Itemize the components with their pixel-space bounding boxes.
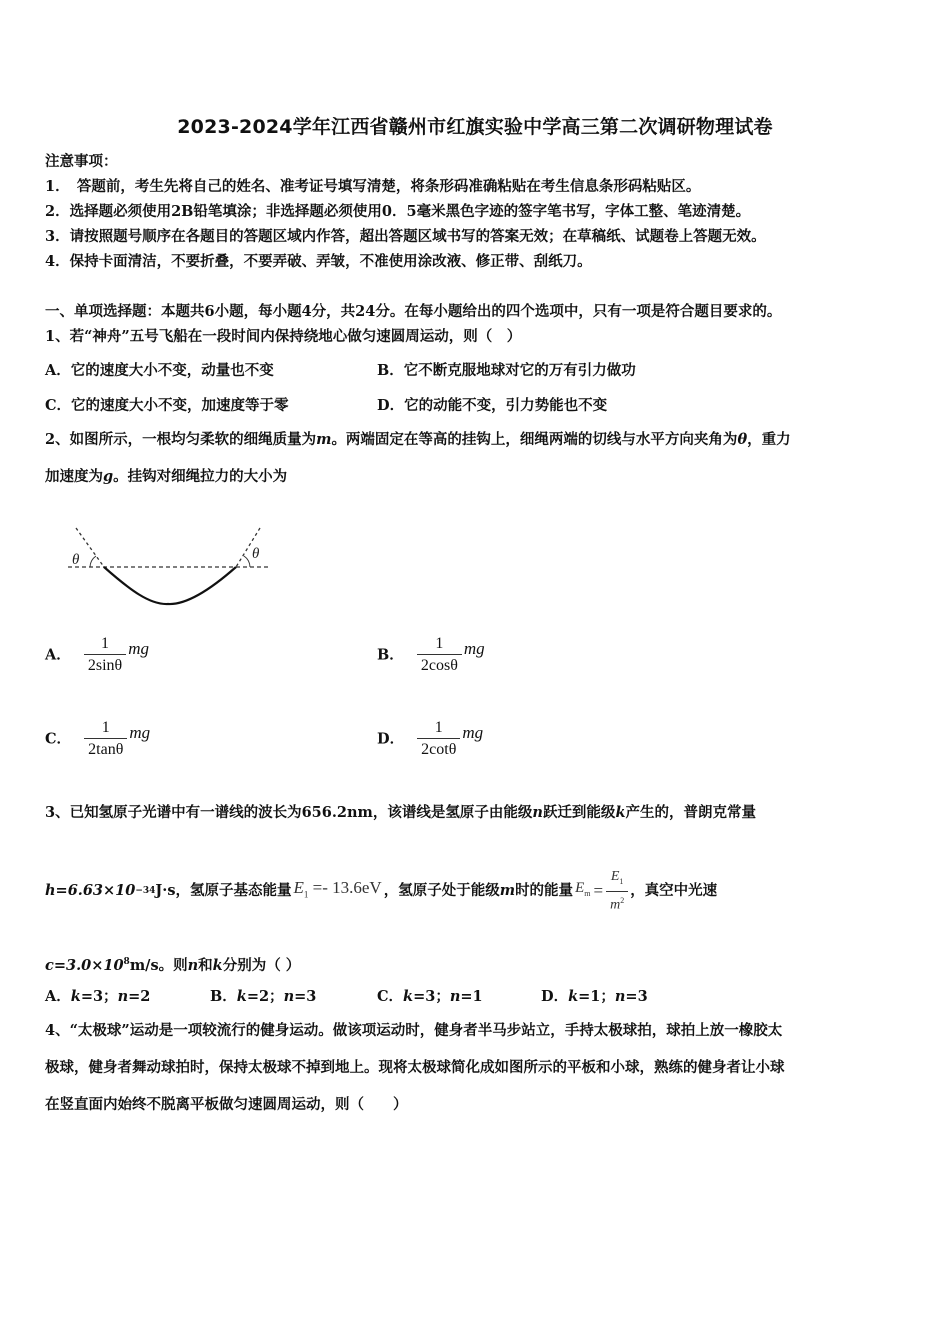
option-label: D． — [541, 988, 569, 1005]
numerator — [606, 868, 628, 891]
question-2-stem — [45, 430, 791, 450]
left-tangent-line — [76, 528, 104, 567]
option-label: D． — [377, 730, 405, 748]
q2-option-a — [45, 634, 149, 677]
mg-term: mg — [462, 723, 484, 742]
notice-item: 2．选择题必须使用2B铅笔填涂；非选择题必须使用0．5毫米黑色字迹的签字笔书写，字体工整、笔迹清楚。 — [45, 203, 751, 220]
question-1-stem: 1、若“神舟”五号飞船在一段时间内保持绕地心做匀速圆周运动，则（ ） — [45, 328, 522, 345]
q3-h-exponent: −34 — [135, 886, 156, 896]
option-label: A． — [45, 988, 71, 1005]
denominator: 2cosθ — [417, 654, 462, 677]
option-text: =3； — [80, 988, 118, 1005]
option-text: =3 — [294, 988, 317, 1005]
mg-term: mg — [128, 639, 149, 658]
right-angle-arc — [244, 556, 250, 567]
q3-var-k: k — [212, 956, 223, 974]
numerator: 1 — [435, 635, 444, 652]
option-var: n — [614, 988, 626, 1005]
q3-stem-part: ，真空中光速 — [630, 882, 718, 899]
rope-curve — [104, 567, 236, 604]
q3-stem-part: 分别为（ ） — [222, 956, 301, 974]
q3-em-num-subscript: 1 — [619, 876, 624, 886]
right-theta-label: θ — [252, 546, 260, 562]
q3-var-k: k — [615, 804, 626, 821]
question-2-stem-line2 — [45, 467, 287, 487]
fraction — [84, 634, 126, 677]
q2-option-d — [377, 718, 483, 761]
q3-var-n: n — [187, 956, 199, 974]
q3-c-unit: m/s。则 — [129, 956, 188, 974]
q1-option-b: B．它不断克服地球对它的万有引力做功 — [377, 362, 636, 379]
q2-option-c — [45, 718, 150, 761]
q1-option-a: A．它的速度大小不变，动量也不变 — [45, 362, 274, 379]
option-text: =1； — [578, 988, 615, 1005]
left-angle-arc — [90, 556, 96, 567]
q1-option-c: C．它的速度大小不变，加速度等于零 — [45, 397, 289, 414]
q3-option-c — [377, 987, 483, 1007]
q3-em-fraction — [606, 868, 628, 914]
q3-var-n: n — [532, 804, 543, 821]
section-heading: 一、单项选择题：本题共6小题，每小题4分，共24分。在每小题给出的四个选项中，只有一项是符合题目要求的。 — [45, 303, 782, 320]
denominator: 2sinθ — [84, 654, 126, 677]
q2-var-g: g — [103, 468, 114, 485]
option-label: B． — [377, 646, 404, 664]
q3-e1-value: =- 13.6eV — [312, 877, 382, 897]
q2-stem-part: 。挂钩对细绳拉力的大小为 — [113, 468, 288, 485]
denominator: 2tanθ — [84, 738, 127, 761]
question-4-stem-line2: 极球，健身者舞动球拍时，保持太极球不掉到地上。现将太极球简化成如图所示的平板和小球，熟练的健身者让小球 — [45, 1059, 785, 1076]
option-text: =2 — [128, 988, 151, 1005]
option-var: k — [70, 988, 81, 1005]
q2-stem-part: 加速度为 — [45, 468, 103, 485]
question-3-stem — [45, 803, 756, 823]
fraction — [417, 718, 460, 761]
q2-stem-part: 。两端固定在等高的挂钩上，细绳两端的切线与水平方向夹角为 — [331, 431, 738, 448]
q3-em-symbol: E — [575, 879, 585, 896]
numerator: 1 — [101, 635, 110, 652]
q3-h-unit: J·s，氢原子基态能量 — [155, 882, 292, 899]
q3-em-subscript: m — [584, 888, 591, 898]
numerator: 1 — [434, 719, 443, 736]
notice-item: 1． 答题前，考生先将自己的姓名、准考证号填写清楚，将条形码准确粘贴在考生信息条形码粘贴区。 — [45, 178, 701, 195]
q3-em-den-symbol: m — [610, 897, 621, 913]
fraction — [84, 718, 127, 761]
rope-figure — [60, 520, 280, 615]
q3-e1-formula — [294, 878, 382, 904]
q3-h-text: h=6.63×10 — [45, 882, 136, 899]
q2-stem-part: ，重力 — [747, 431, 791, 448]
q3-e1-symbol: E — [293, 877, 304, 897]
numerator: 1 — [101, 719, 110, 736]
q3-em-formula — [575, 868, 628, 914]
notice-item: 4．保持卡面清洁，不要折叠，不要弄破、弄皱，不准使用涂改液、修正带、刮纸刀。 — [45, 253, 592, 270]
left-theta-label: θ — [72, 552, 80, 568]
q2-stem-part: 2、如图所示，一根均匀柔软的细绳质量为 — [45, 431, 317, 448]
q3-em-equals: = — [593, 880, 604, 900]
notice-heading: 注意事项： — [45, 153, 118, 170]
option-text: =2； — [246, 988, 284, 1005]
option-var: n — [449, 988, 461, 1005]
q3-em-lhs — [575, 878, 590, 904]
option-var: n — [117, 988, 129, 1005]
q3-e1-subscript: 1 — [303, 889, 309, 900]
option-var: k — [403, 988, 414, 1005]
page-title: 2023-2024学年江西省赣州市红旗实验中学高三第二次调研物理试卷 — [177, 116, 773, 138]
option-var: k — [236, 988, 247, 1005]
mg-term: mg — [129, 723, 151, 742]
question-4-stem-line3: 在竖直面内始终不脱离平板做匀速圆周运动，则（ ） — [45, 1096, 408, 1113]
q3-stem-part: 产生的，普朗克常量 — [625, 804, 756, 821]
q3-var-m: m — [499, 882, 516, 899]
question-3-stem-line3 — [45, 952, 300, 976]
fraction — [417, 634, 462, 677]
option-label: B． — [210, 988, 237, 1005]
q3-stem-part: ，氢原子处于能级 — [383, 882, 500, 899]
option-label: C． — [45, 730, 72, 748]
q3-option-a — [45, 987, 150, 1007]
q3-option-d — [541, 987, 648, 1007]
q3-stem-part: 时的能量 — [515, 882, 574, 899]
option-var: k — [568, 988, 579, 1005]
q3-stem-part: 3、已知氢原子光谱中有一谱线的波长为656.2nm，该谱线是氢原子由能级 — [45, 804, 533, 821]
q3-c-text: c=3.0×10 — [45, 956, 124, 974]
q3-em-den-exponent: 2 — [620, 895, 625, 905]
option-label: C． — [377, 988, 404, 1005]
q2-var-theta: θ — [737, 431, 748, 448]
option-text: =3 — [625, 988, 648, 1005]
option-label: A． — [45, 646, 71, 664]
q3-stem-part: 和 — [198, 956, 213, 974]
mg-term: mg — [463, 639, 485, 658]
denominator: 2cotθ — [417, 738, 460, 761]
denominator — [606, 891, 628, 915]
option-text: =1 — [460, 988, 483, 1005]
notice-item: 3．请按照题号顺序在各题目的答题区域内作答，超出答题区域书写的答案无效；在草稿纸、试题卷上答题无效。 — [45, 228, 766, 245]
option-text: =3； — [413, 988, 450, 1005]
q3-option-b — [210, 987, 316, 1007]
question-4-stem: 4、“太极球”运动是一项较流行的健身运动。做该项运动时，健身者半马步站立，手持太极球拍，球拍上放一橡胶太 — [45, 1022, 783, 1039]
q2-var-m: m — [316, 431, 332, 448]
q2-option-b — [377, 634, 485, 677]
q1-option-d: D．它的动能不变，引力势能也不变 — [377, 397, 608, 414]
option-var: n — [283, 988, 295, 1005]
q3-c-exponent: 8 — [123, 957, 130, 967]
question-3-constants — [45, 866, 717, 916]
q3-stem-part: 跃迁到能级 — [542, 804, 616, 821]
q3-em-num-symbol: E — [610, 868, 620, 884]
